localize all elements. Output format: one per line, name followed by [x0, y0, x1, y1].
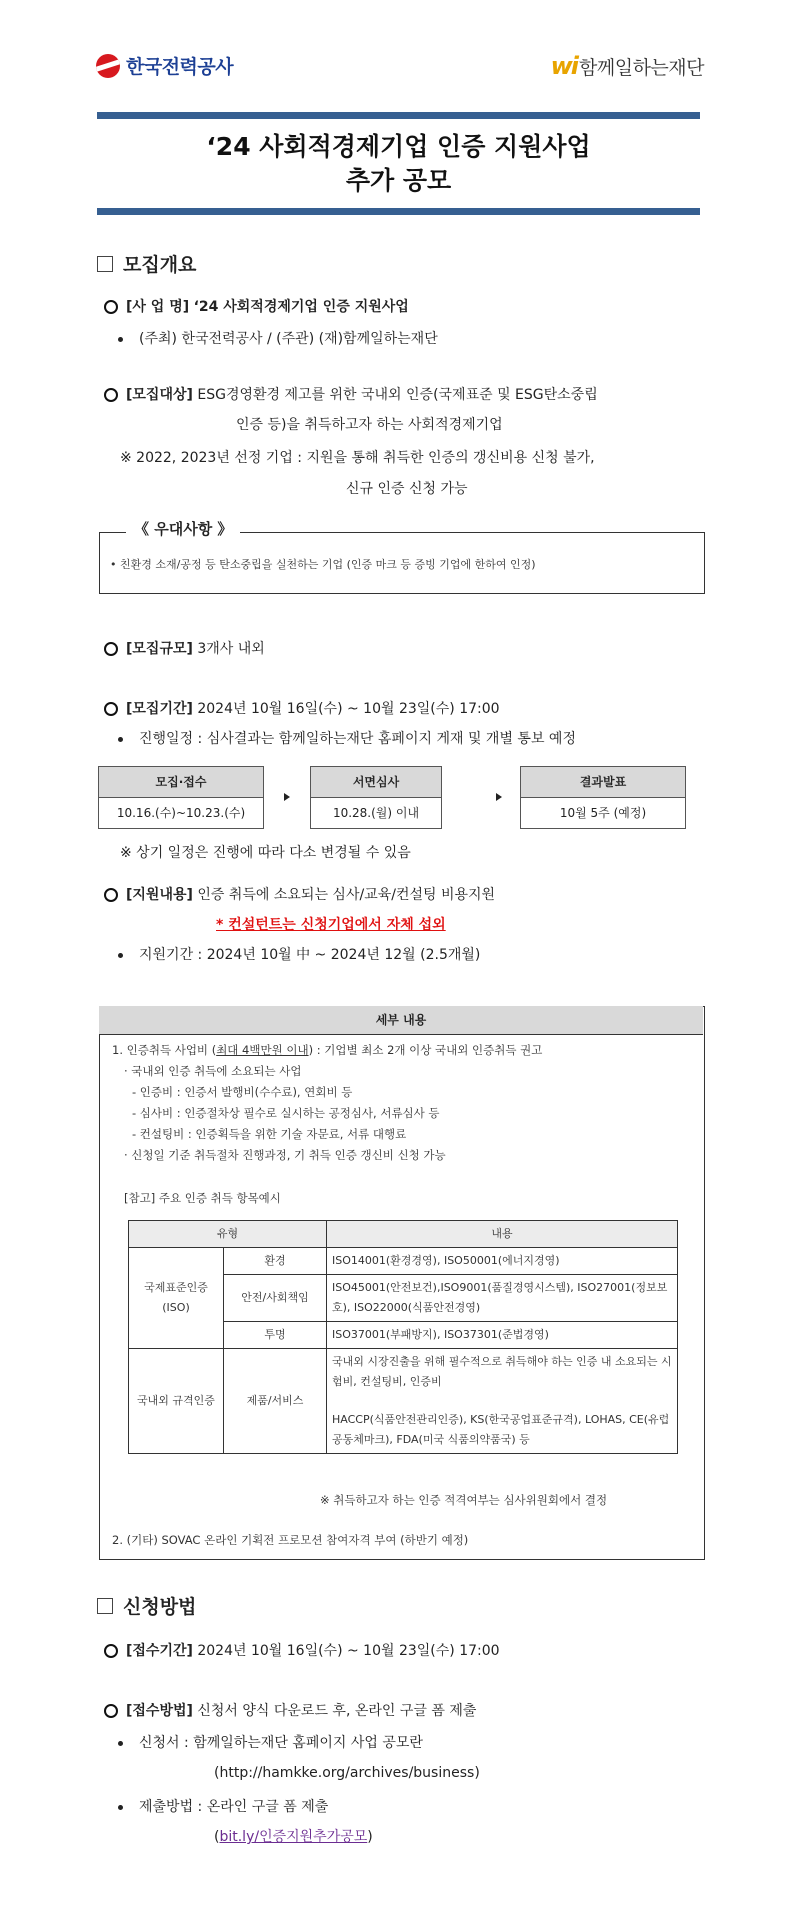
flow-step-review	[310, 766, 442, 829]
support-value: 인증 취득에 소요되는 심사/교육/컨설팅 비용지원	[197, 887, 496, 903]
flow-step-value: 10.28.(월) 이내	[332, 806, 420, 820]
hamkke-logo	[551, 52, 704, 80]
scale-row	[104, 638, 265, 660]
table-content: ISO37001(부패방지), ISO37301(준법경영)	[327, 1322, 678, 1349]
arrow-right-icon	[284, 793, 290, 801]
detail-line: · 신청일 기준 취득절차 진행과정, 기 취득 인증 갱신비 신청 가능	[124, 1148, 446, 1162]
scale-value: 3개사 내외	[197, 641, 265, 657]
period-value: 2024년 10월 16일(수) ~ 10월 23일(수) 17:00	[197, 701, 500, 717]
target-row	[104, 384, 598, 406]
receipt-method-row	[104, 1700, 476, 1722]
receipt-method-label: [접수방법]	[126, 1703, 193, 1719]
target-note1: ※ 2022, 2023년 선정 기업 : 지원을 통해 취득한 인증의 갱신비용 신청 불가,	[120, 450, 595, 466]
table-row	[129, 1248, 678, 1275]
table-content: 국내외 시장진출을 위해 필수적으로 취득해야 하는 인증 내 소요되는 시험비, 컨설팅비, 인증비 HACCP(식품안전관리인증), KS(한국공업표준규격), LOHAS, CE(유럽공동체마크), FDA(미국 식품의약품국) 등	[327, 1349, 678, 1454]
submit-method: 제출방법 : 온라인 구글 폼 제출	[118, 1796, 328, 1818]
detail-line: · 국내외 인증 취득에 소요되는 사업	[124, 1064, 302, 1078]
preference-heading: 《 우대사항 》	[126, 518, 240, 539]
application-form-url: (http://hamkke.org/archives/business)	[214, 1765, 480, 1781]
target-note2: 신규 인증 신청 가능	[346, 481, 468, 497]
flow-step-value: 10.16.(수)~10.23.(수)	[116, 806, 246, 820]
project-label: [사 업 명]	[126, 299, 190, 315]
kepco-logo-icon	[96, 54, 120, 78]
detail-reference: [참고] 주요 인증 취득 항목예시	[124, 1191, 281, 1205]
table-sub: 환경	[224, 1248, 327, 1275]
flow-step-head: 서면심사	[311, 767, 441, 798]
google-form-link[interactable]: bit.ly/인증지원추가공모	[219, 1829, 368, 1845]
bullet-icon	[118, 337, 123, 342]
detail-amount: 최대 4백만원 이내	[216, 1043, 309, 1057]
section-application	[97, 1592, 196, 1619]
arrow-right-icon	[496, 793, 502, 801]
table-sub: 제품/서비스	[224, 1349, 327, 1454]
support-label: [지원내용]	[126, 887, 193, 903]
detail-item1: 1. 인증취득 사업비 (최대 4백만원 이내) : 기업별 최소 2개 이상 국내외 인증취득 권고	[112, 1043, 543, 1057]
table-header-type: 유형	[129, 1221, 327, 1248]
period-label: [모집기간]	[126, 701, 193, 717]
table-content: ISO14001(환경경영), ISO50001(에너지경영)	[327, 1248, 678, 1275]
consultant-warning: * 컨설턴트는 신청기업에서 자체 섭외	[216, 917, 446, 933]
detail-line: - 컨설팅비 : 인증획득을 위한 기술 자문료, 서류 대행료	[132, 1127, 407, 1141]
period-schedule: 진행일정 : 심사결과는 함께일하는재단 홈페이지 게재 및 개별 통보 예정	[118, 728, 576, 750]
table-header-content: 내용	[327, 1221, 678, 1248]
flow-step-value: 10월 5주 (예정)	[559, 806, 647, 820]
preference-item: • 친환경 소재/공정 등 탄소중립을 실천하는 기업 (인증 마크 등 증빙 기업에 한하여 인정)	[110, 558, 536, 571]
receipt-period-label: [접수기간]	[126, 1643, 193, 1659]
kepco-logo	[96, 52, 233, 79]
submit-link-wrap: (bit.ly/인증지원추가공모)	[214, 1829, 373, 1845]
title-top-bar	[97, 112, 700, 119]
checkbox-square-icon	[97, 256, 113, 272]
flow-step-head: 결과발표	[521, 767, 685, 798]
circle-bullet-icon	[104, 642, 118, 656]
receipt-method-value: 신청서 양식 다운로드 후, 온라인 구글 폼 제출	[197, 1703, 477, 1719]
section-heading: 신청방법	[123, 1596, 197, 1618]
target-label: [모집대상]	[126, 387, 193, 403]
kepco-logo-text: 한국전력공사	[126, 56, 234, 78]
circle-bullet-icon	[104, 388, 118, 402]
page-subtitle: 추가 공모	[345, 166, 452, 195]
project-value: ‘24 사회적경제기업 인증 지원사업	[193, 299, 409, 315]
flow-step-result	[520, 766, 686, 829]
flow-note: ※ 상기 일정은 진행에 따라 다소 변경될 수 있음	[120, 845, 411, 861]
bullet-icon	[118, 737, 123, 742]
receipt-period-value: 2024년 10월 16일(수) ~ 10월 23일(수) 17:00	[197, 1643, 500, 1659]
application-form: 신청서 : 함께일하는재단 홈페이지 사업 공모란	[118, 1732, 423, 1754]
receipt-period-row	[104, 1640, 500, 1662]
table-group-domestic: 국내외 규격인증	[129, 1349, 224, 1454]
table-sub: 안전/사회책임	[224, 1275, 327, 1322]
table-content: ISO45001(안전보건),ISO9001(품질경영시스템), ISO27001(정보보호), ISO22000(식품안전경영)	[327, 1275, 678, 1322]
hamkke-logo-icon: wi	[550, 52, 578, 80]
detail-line: - 심사비 : 인증절차상 필수로 실시하는 공정심사, 서류심사 등	[132, 1106, 440, 1120]
scale-label: [모집규모]	[126, 641, 193, 657]
bullet-icon	[118, 1741, 123, 1746]
circle-bullet-icon	[104, 1704, 118, 1718]
page-title: ‘24 사회적경제기업 인증 지원사업	[206, 132, 591, 161]
section-recruit-overview	[97, 250, 196, 277]
flow-step-apply	[98, 766, 264, 829]
target-line1: ESG경영환경 제고를 위한 국내외 인증(국제표준 및 ESG탄소중립	[197, 387, 598, 403]
support-duration: 지원기간 : 2024년 10월 中 ~ 2024년 12월 (2.5개월)	[118, 944, 480, 966]
certification-table	[128, 1220, 678, 1454]
bullet-icon	[118, 1805, 123, 1810]
support-row	[104, 884, 495, 906]
detail-heading: 세부 내용	[99, 1006, 703, 1035]
period-row	[104, 698, 500, 720]
title-bottom-bar	[97, 208, 700, 215]
table-row	[129, 1349, 678, 1454]
hamkke-logo-text: 함께일하는재단	[579, 56, 704, 79]
target-line2: 인증 등)을 취득하고자 하는 사회적경제기업	[236, 417, 503, 433]
flow-step-head: 모집·접수	[99, 767, 263, 798]
table-note: ※ 취득하고자 하는 인증 적격여부는 심사위원회에서 결정	[320, 1493, 608, 1507]
section-heading: 모집개요	[123, 254, 197, 276]
detail-item2: 2. (기타) SOVAC 온라인 기획전 프로모션 참여자격 부여 (하반기 예정)	[112, 1533, 469, 1547]
circle-bullet-icon	[104, 300, 118, 314]
table-sub: 투명	[224, 1322, 327, 1349]
project-row	[104, 296, 409, 318]
circle-bullet-icon	[104, 702, 118, 716]
bullet-icon	[118, 953, 123, 958]
circle-bullet-icon	[104, 888, 118, 902]
project-host: (주최) 한국전력공사 / (주관) (재)함께일하는재단	[118, 328, 438, 350]
table-group-iso: 국제표준인증 (ISO)	[129, 1248, 224, 1349]
detail-line: - 인증비 : 인증서 발행비(수수료), 연회비 등	[132, 1085, 353, 1099]
checkbox-square-icon	[97, 1598, 113, 1614]
circle-bullet-icon	[104, 1644, 118, 1658]
